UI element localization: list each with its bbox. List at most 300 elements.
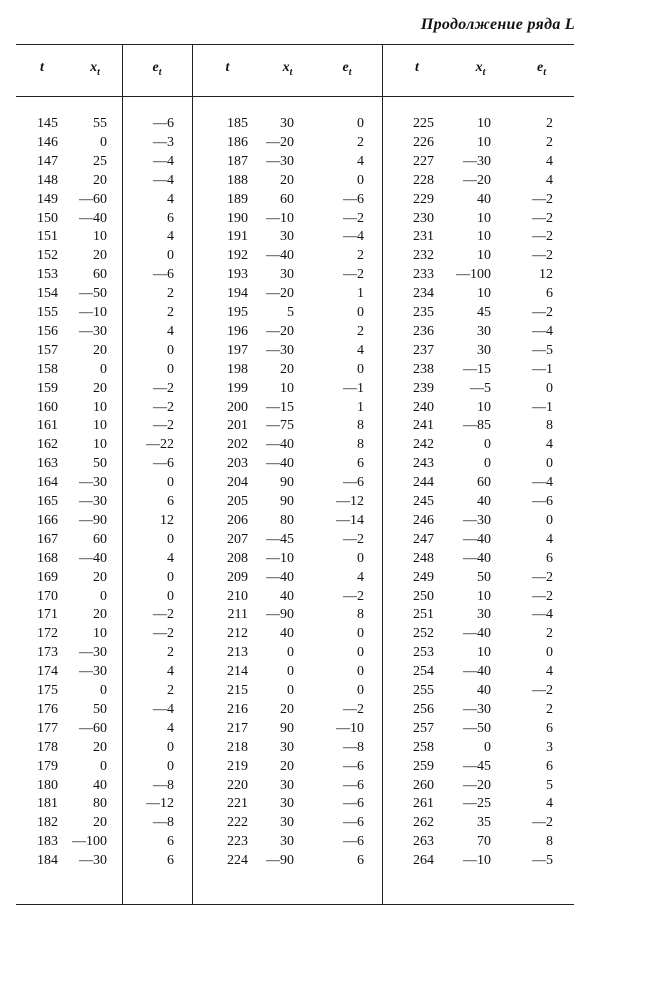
table-cell: 20 [93,172,107,188]
table-cell: —12 [146,796,174,812]
table-cell: —30 [79,494,107,509]
table-cell: 50 [93,701,107,717]
table-cell: 168 [37,550,58,566]
table-cell: 4 [546,664,553,680]
table-cell: —30 [79,645,107,661]
table-cell: 12 [539,267,553,283]
table-cell: 257 [413,720,434,736]
table-cell: 189 [227,191,248,207]
table-cell: 200 [227,399,248,415]
table-cell: 2 [546,701,553,717]
table-cell: 179 [37,758,58,774]
table-cell: 194 [227,286,248,302]
table-cell: 20 [280,172,294,188]
table-cell: —40 [266,456,294,472]
table-row [16,323,574,342]
table-cell: 10 [477,229,491,245]
table-cell: 178 [37,739,58,755]
table-cell: 264 [413,853,434,869]
table-cell: 245 [413,494,434,509]
table-cell: 208 [227,550,248,566]
table-cell: 50 [93,456,107,472]
table-cell: 0 [484,739,491,755]
table-row [16,701,574,720]
column-header [68,60,122,84]
table-cell: 40 [93,777,107,793]
table-cell: —6 [343,815,364,831]
table-cell: 20 [93,248,107,264]
table-cell: 10 [477,248,491,264]
table-cell: 5 [287,305,294,320]
table-cell: 171 [37,607,58,623]
table-cell: 2 [546,116,553,131]
table-cell: 6 [167,210,174,226]
table-cell: 227 [413,153,434,169]
table-cell: —2 [343,701,364,717]
table-cell: —30 [266,342,294,358]
table-cell: 181 [37,796,58,812]
bottom-rule [16,904,574,905]
table-cell: 4 [546,172,553,188]
table-cell: —2 [532,210,553,226]
table-cell: —2 [532,191,553,207]
table-cell: 203 [227,456,248,472]
table-cell: 10 [477,134,491,150]
table-cell: 2 [167,305,174,320]
table-cell: —6 [343,796,364,812]
table-cell: —100 [72,834,107,850]
table-cell: 205 [227,494,248,509]
table-cell: 2 [357,323,364,339]
table-cell: —3 [153,134,174,150]
table-cell: 70 [477,834,491,850]
table-row [16,380,574,399]
table-cell: 30 [477,342,491,358]
table-cell: 20 [93,815,107,831]
table-cell: 149 [37,191,58,207]
table-cell: 258 [413,739,434,755]
table-cell: 196 [227,323,248,339]
column-header [192,60,263,84]
table-cell: 8 [357,437,364,453]
table-cell: 234 [413,286,434,302]
table-cell: 186 [227,134,248,150]
table-cell: 30 [280,116,294,131]
table-cell: 10 [93,229,107,245]
table-cell: 4 [357,153,364,169]
table-cell: 197 [227,342,248,358]
table-cell: 176 [37,701,58,717]
table-cell: —10 [266,210,294,226]
header-rule [16,96,574,97]
table-cell: —40 [463,531,491,547]
table-cell: —10 [336,720,364,736]
table-row [16,512,574,531]
table-cell: —6 [153,267,174,283]
table-cell: 195 [227,305,248,320]
table-cell: 0 [546,645,553,661]
table-cell: —90 [79,512,107,528]
table-cell: 147 [37,153,58,169]
table-cell: 20 [93,569,107,585]
table-cell: 30 [477,607,491,623]
table-cell: 247 [413,531,434,547]
table-cell: —6 [343,475,364,491]
table-cell: —2 [532,569,553,585]
table-cell: —30 [79,853,107,869]
table-cell: 4 [167,720,174,736]
table-row [16,153,574,172]
table-cell: 254 [413,664,434,680]
table-cell: 0 [100,361,107,377]
table-cell: 237 [413,342,434,358]
table-cell: —6 [343,777,364,793]
table-cell: —30 [266,153,294,169]
table-cell: 60 [93,531,107,547]
table-cell: —100 [456,267,491,283]
table-cell: 174 [37,664,58,680]
table-cell: 233 [413,267,434,283]
table-cell: 4 [167,664,174,680]
table-cell: 0 [546,456,553,472]
column-header [263,60,312,84]
table-cell: —50 [463,720,491,736]
table-cell: 25 [93,153,107,169]
table-cell: —2 [532,683,553,698]
table-cell: 222 [227,815,248,831]
table-cell: 244 [413,475,434,491]
table-cell: —4 [343,229,364,245]
table-cell: 30 [280,834,294,850]
table-cell: —75 [266,418,294,434]
table-cell: 0 [167,475,174,491]
table-cell: —5 [532,342,553,358]
table-cell: 198 [227,361,248,377]
table-cell: 40 [477,494,491,509]
table-cell: —5 [532,853,553,869]
table-cell: 151 [37,229,58,245]
table-cell: —2 [343,588,364,604]
table-cell: 20 [280,361,294,377]
table-row [16,606,574,625]
table-cell: 0 [357,361,364,377]
column-header-subscript: t [97,66,100,78]
table-cell: —25 [463,796,491,812]
table-row [16,493,574,512]
table-cell: 20 [93,342,107,358]
column-header-symbol: x [475,60,483,75]
table-cell: 248 [413,550,434,566]
table-row [16,795,574,814]
table-cell: 170 [37,588,58,604]
table-cell: 156 [37,323,58,339]
table-cell: 35 [477,815,491,831]
table-cell: 246 [413,512,434,528]
table-cell: 239 [413,380,434,396]
table-cell: 6 [167,834,174,850]
table-cell: 207 [227,531,248,547]
table-cell: —4 [532,607,553,623]
table-cell: 202 [227,437,248,453]
table-cell: 30 [280,229,294,245]
table-cell: 3 [546,739,553,755]
table-cell: 55 [93,116,107,131]
table-cell: 0 [100,134,107,150]
table-cell: 0 [287,683,294,698]
table-cell: 193 [227,267,248,283]
table-cell: —6 [153,116,174,131]
table-cell: —40 [266,437,294,453]
table-cell: —40 [266,569,294,585]
table-cell: —30 [79,664,107,680]
table-cell: 0 [484,437,491,453]
table-cell: 220 [227,777,248,793]
table-cell: 90 [280,494,294,509]
table-cell: 0 [167,248,174,264]
table-row [16,455,574,474]
table-row [16,285,574,304]
table-cell: —2 [532,815,553,831]
table-cell: 145 [37,116,58,131]
table-cell: 199 [227,380,248,396]
table-cell: 260 [413,777,434,793]
column-header-symbol: e [342,60,349,75]
table-cell: 2 [357,134,364,150]
column-header-subscript: t [543,66,546,78]
table-cell: 4 [167,229,174,245]
column-header [312,60,382,84]
table-cell: 4 [546,437,553,453]
column-header [452,60,509,84]
table-cell: 10 [93,626,107,642]
table-cell: 6 [546,758,553,774]
table-cell: 163 [37,456,58,472]
table-cell: 155 [37,305,58,320]
table-cell: —40 [79,210,107,226]
table-cell: 10 [93,437,107,453]
table-cell: 4 [546,531,553,547]
column-header-symbol: t [415,60,419,75]
table-cell: 2 [167,286,174,302]
table-cell: —20 [463,777,491,793]
table-row [16,852,574,871]
table-cell: 10 [477,645,491,661]
table-cell: 60 [477,475,491,491]
table-cell: 231 [413,229,434,245]
table-cell: —14 [336,512,364,528]
table-cell: 182 [37,815,58,831]
column-header-subscript: t [482,66,486,78]
table-cell: —40 [463,626,491,642]
table-cell: 90 [280,720,294,736]
table-cell: 8 [546,834,553,850]
table-cell: 80 [93,796,107,812]
table-cell: 10 [477,588,491,604]
table-cell: 6 [167,494,174,509]
table-cell: —60 [79,191,107,207]
table-cell: —30 [463,153,491,169]
table-cell: —50 [79,286,107,302]
table-cell: 80 [280,512,294,528]
column-header-subscript: t [158,66,162,78]
table-cell: 232 [413,248,434,264]
table-cell: 6 [357,456,364,472]
column-header-subscript: t [289,66,293,78]
table-cell: 177 [37,720,58,736]
table-cell: —2 [532,305,553,320]
table-cell: —6 [343,191,364,207]
table-cell: 6 [546,720,553,736]
table-cell: 10 [477,210,491,226]
table-cell: 45 [477,305,491,320]
table-cell: 214 [227,664,248,680]
table-cell: 169 [37,569,58,585]
table-row [16,663,574,682]
table-row [16,115,574,134]
table-cell: 249 [413,569,434,585]
table-cell: 4 [167,550,174,566]
table-cell: 188 [227,172,248,188]
table-cell: 201 [227,418,248,434]
table-cell: 212 [227,626,248,642]
table-cell: 30 [280,777,294,793]
table-cell: 148 [37,172,58,188]
table-cell: —4 [153,701,174,717]
table-cell: —40 [463,550,491,566]
table-cell: —45 [266,531,294,547]
table-cell: —1 [532,399,553,415]
table-cell: —8 [343,739,364,755]
table-cell: 2 [546,134,553,150]
table-cell: 2 [167,683,174,698]
table-cell: 6 [546,286,553,302]
table-cell: 0 [167,361,174,377]
table-cell: 261 [413,796,434,812]
table-cell: 0 [167,758,174,774]
table-row [16,531,574,550]
table-cell: 180 [37,777,58,793]
table-cell: —2 [153,607,174,623]
table-cell: —15 [463,361,491,377]
table-cell: 209 [227,569,248,585]
table-row [16,814,574,833]
top-rule [16,44,574,45]
table-cell: —5 [470,380,491,396]
table-cell: 50 [477,569,491,585]
table-cell: 0 [167,569,174,585]
table-cell: —2 [153,418,174,434]
table-cell: 6 [167,853,174,869]
table-cell: 0 [167,739,174,755]
table-cell: 175 [37,683,58,698]
table-row [16,342,574,361]
table-cell: 173 [37,645,58,661]
table-row [16,739,574,758]
table-row [16,682,574,701]
table-cell: 8 [546,418,553,434]
table-cell: 10 [477,399,491,415]
table-cell: —2 [153,380,174,396]
table-cell: 60 [280,191,294,207]
table-cell: —6 [532,494,553,509]
table-cell: 0 [484,456,491,472]
table-cell: 191 [227,229,248,245]
table-cell: 0 [167,531,174,547]
table-cell: 12 [160,512,174,528]
table-cell: 183 [37,834,58,850]
table-cell: 221 [227,796,248,812]
table-cell: 224 [227,853,248,869]
table-cell: 0 [357,683,364,698]
table-row [16,569,574,588]
table-cell: 8 [357,418,364,434]
table-cell: 159 [37,380,58,396]
table-cell: 215 [227,683,248,698]
table-cell: 213 [227,645,248,661]
table-cell: 10 [477,286,491,302]
table-cell: 30 [280,739,294,755]
table-cell: 259 [413,758,434,774]
table-cell: —30 [79,475,107,491]
table-cell: 164 [37,475,58,491]
table-cell: 223 [227,834,248,850]
table-cell: —20 [266,323,294,339]
table-cell: 0 [357,626,364,642]
table-cell: 0 [167,342,174,358]
table-cell: 230 [413,210,434,226]
table-cell: 236 [413,323,434,339]
table-row [16,417,574,436]
table-row [16,134,574,153]
table-row [16,588,574,607]
table-row [16,399,574,418]
table-row [16,644,574,663]
column-header [382,60,452,84]
table-cell: 0 [100,683,107,698]
table-row [16,625,574,644]
table-cell: 158 [37,361,58,377]
table-cell: 6 [357,853,364,869]
table-cell: 20 [280,701,294,717]
table-cell: 146 [37,134,58,150]
table-cell: —2 [532,229,553,245]
table-row [16,191,574,210]
table-cell: 30 [280,796,294,812]
table-cell: 255 [413,683,434,698]
table-cell: 60 [93,267,107,283]
table-cell: 153 [37,267,58,283]
table-cell: 185 [227,116,248,131]
table-cell: 250 [413,588,434,604]
table-cell: 40 [477,683,491,698]
table-row [16,210,574,229]
table-cell: 30 [477,323,491,339]
table-cell: 90 [280,475,294,491]
table-cell: 0 [357,116,364,131]
table-cell: 0 [546,512,553,528]
table-cell: 0 [546,380,553,396]
table-cell: 229 [413,191,434,207]
table-cell: —6 [343,834,364,850]
table-cell: 20 [93,607,107,623]
table-cell: 192 [227,248,248,264]
column-header [16,60,68,84]
table-cell: —20 [463,172,491,188]
table-cell: 240 [413,399,434,415]
table-row [16,436,574,455]
table-cell: 0 [100,588,107,604]
table-cell: 166 [37,512,58,528]
